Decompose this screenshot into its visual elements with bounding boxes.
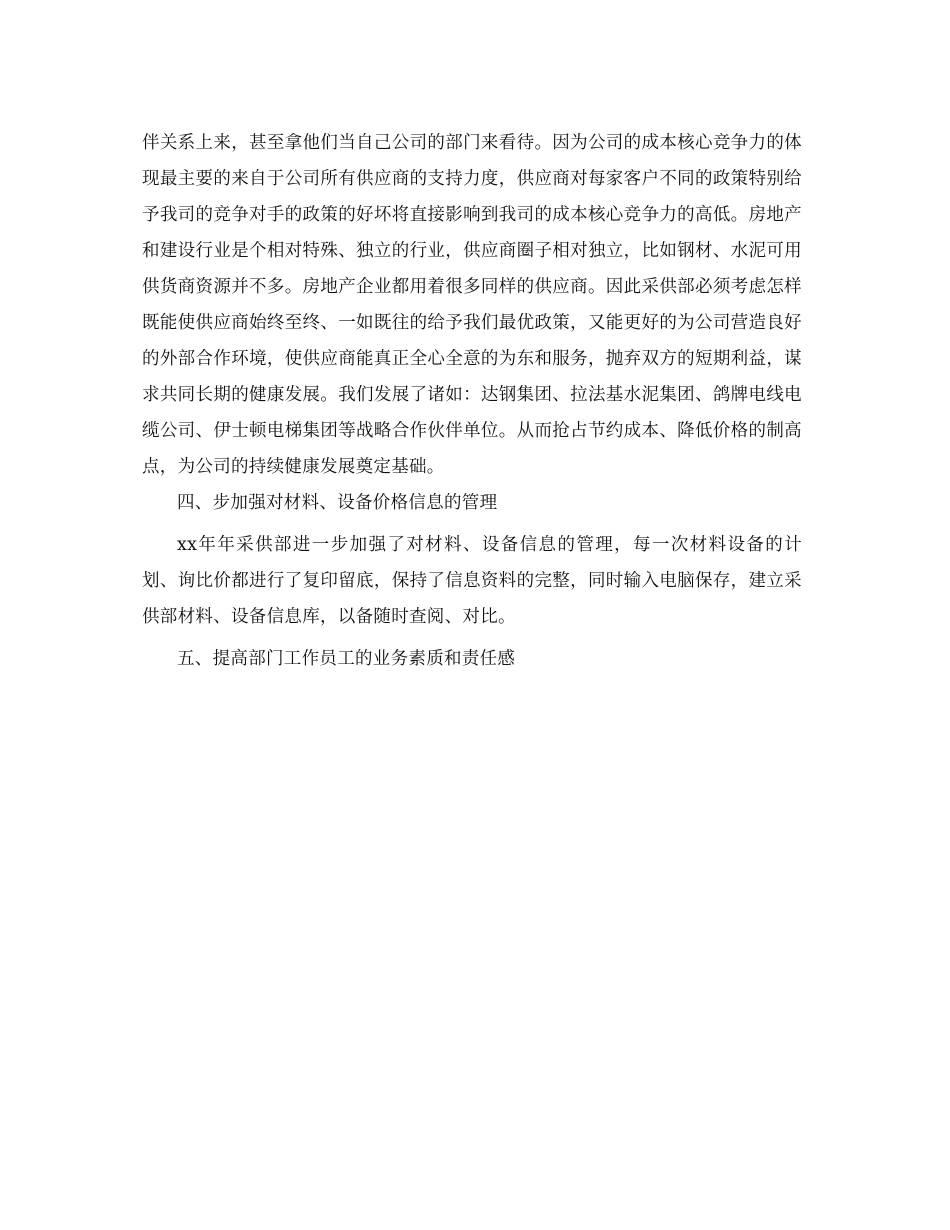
section-heading-four: 四、步加强对材料、设备价格信息的管理	[177, 493, 498, 513]
section-heading-five: 五、提高部门工作员工的业务素质和责任感	[177, 649, 516, 669]
paragraph-continuation: 伴关系上来，甚至拿他们当自己公司的部门来看待。因为公司的成本核心竞争力的体现最主要的来自于公司所有供应商的支持力度，供应商对每家客户不同的政策特别给予我司的竞争对手的政策的好坏将直接影响到我司的成本核心竞争力的高低。房地产和建设行业是个相对特殊、独立的行业，供应商圈子相对独立，比如钢材、水泥可用供货商资源并不多。房地产企业都用着很多同样的供应商。因此采供部必须考虑怎样既能使供应商始终至终、一如既往的给予我们最优政策，又能更好的为公司营造良好的外部合作环境，使供应商能真正全心全意的为东和服务，抛弃双方的短期利益，谋求共同长期的健康发展。我们发展了诸如：达钢集团、拉法基水泥集团、鸽牌电线电缆公司、伊士顿电梯集团等战略合作伙伴单位。从而抢占节约成本、降低价格的制高点，为公司的持续健康发展奠定基础。	[142, 133, 802, 477]
document-body	[142, 125, 802, 677]
paragraph-price-info: xx年年采供部进一步加强了对材料、设备信息的管理，每一次材料设备的计划、询比价都进行了复印留底，保持了信息资料的完整，同时输入电脑保存，建立采供部材料、设备信息库，以备随时查阅、对比。	[142, 535, 802, 627]
